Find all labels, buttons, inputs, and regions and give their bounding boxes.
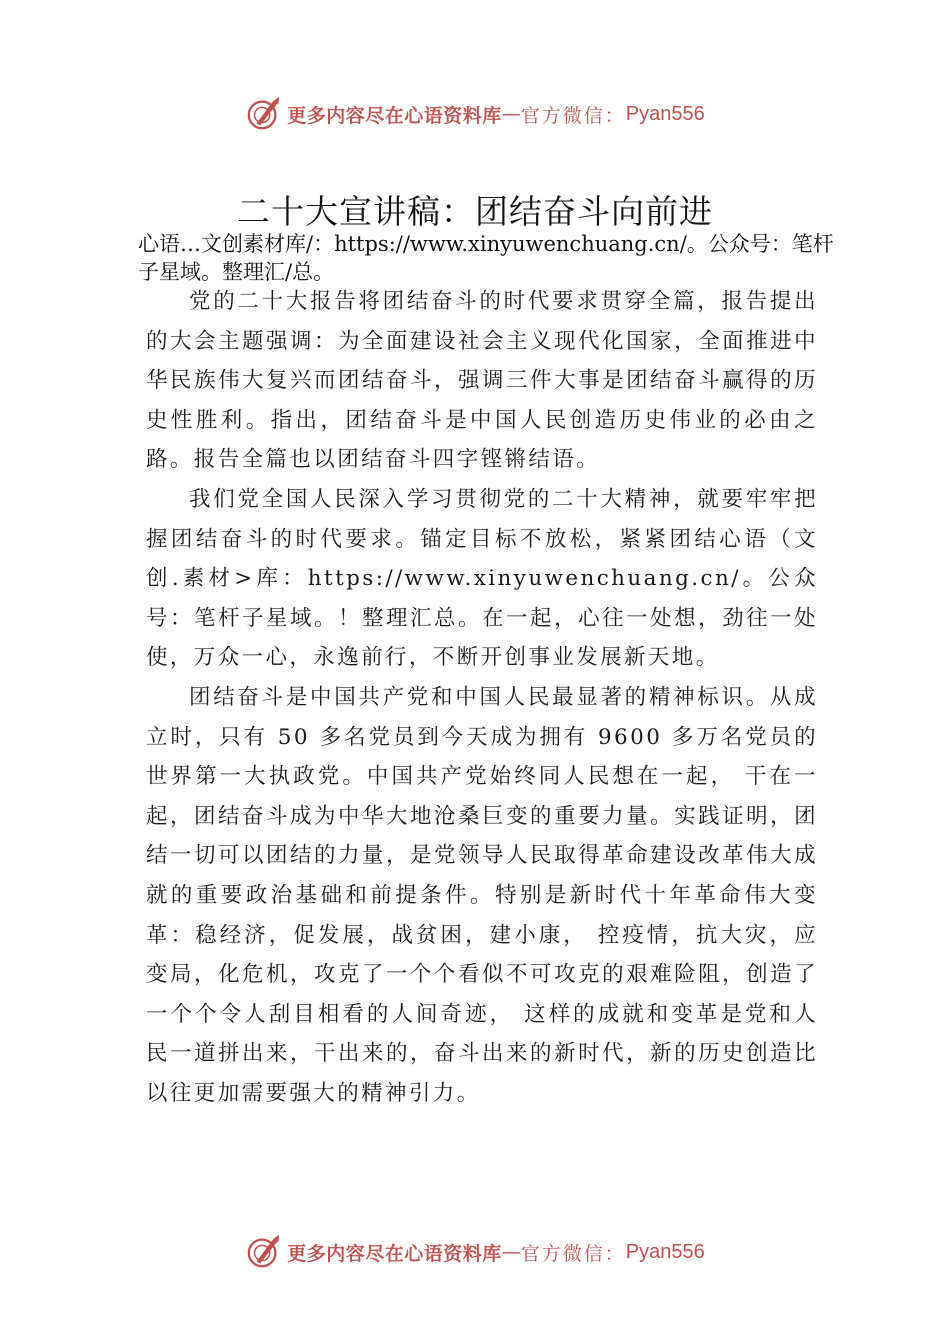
banner-wechat-id: Pyan556 xyxy=(625,1240,705,1263)
paragraph-2: 我们党全国人民深入学习贯彻党的二十大精神，就要牢牢把握团结奋斗的时代要求。锚定目标不放松，紧紧团结心语（文创.素材>库：https://www.xinyuwenchuang.cn/。公众号：笔杆子星域。！整理汇总。在一起，心往一处想，劲往一处使，万众一心，永逸前行，不断开创事业发展新天地。 xyxy=(146,486,818,671)
banner-separator: — xyxy=(501,1241,521,1263)
pen-nib-logo-icon xyxy=(245,95,283,133)
banner-wechat-label: 官方微信： xyxy=(520,104,626,127)
paragraph-3: 团结奋斗是中国共产党和中国人民最显著的精神标识。从成立时，只有 50 多名党员到今天成为拥有 9600 多万名党员的世界第一大执政党。中国共产党始终同人民想在一起， 干在一起，团结奋斗成为中华大地沧桑巨变的重要力量。实践证明，团结一切可以团结的力量，是党领导人民取得革命建设改革伟大成就的重要政治基础和前提条件。特别是新时代十年革命伟大变革：稳经济，促发展，战贫困，建小康， 控疫情，抗大灾，应变局，化危机，攻克了一个个看似不可攻克的艰难险阻，创造了一个个令人刮目相看的人间奇迹， 这样的成就和变革是党和人民一道拼出来，干出来的，奋斗出来的新时代，新的历史创造比以往更加需要强大的精神引力。 xyxy=(146,684,818,1106)
banner-brand-text: 更多内容尽在心语资料库 xyxy=(287,1242,502,1265)
banner-brand-text: 更多内容尽在心语资料库 xyxy=(287,104,502,127)
banner-wechat-label: 官方微信： xyxy=(520,1242,626,1265)
pen-nib-logo-icon xyxy=(245,1233,283,1271)
source-note: 心语…文创素材库/：https://www.xinyuwenchuang.cn/。公众号：笔杆子星域。整理汇/总。 xyxy=(138,232,834,284)
paragraph-1: 党的二十大报告将团结奋斗的时代要求贯穿全篇，报告提出的大会主题强调：为全面建设社会主义现代化国家，全面推进中华民族伟大复兴而团结奋斗，强调三件大事是团结奋斗赢得的历史性胜利。指出，团结奋斗是中国人民创造历史伟业的必由之路。报告全篇也以团结奋斗四字铿锵结语。 xyxy=(146,289,818,473)
footer-banner xyxy=(0,1230,950,1274)
document-title: 二十大宣讲稿：团结奋斗向前进 xyxy=(237,192,713,231)
banner-separator: — xyxy=(501,103,521,125)
header-banner xyxy=(0,92,950,136)
banner-wechat-id: Pyan556 xyxy=(625,102,705,125)
document-body xyxy=(146,282,818,1113)
